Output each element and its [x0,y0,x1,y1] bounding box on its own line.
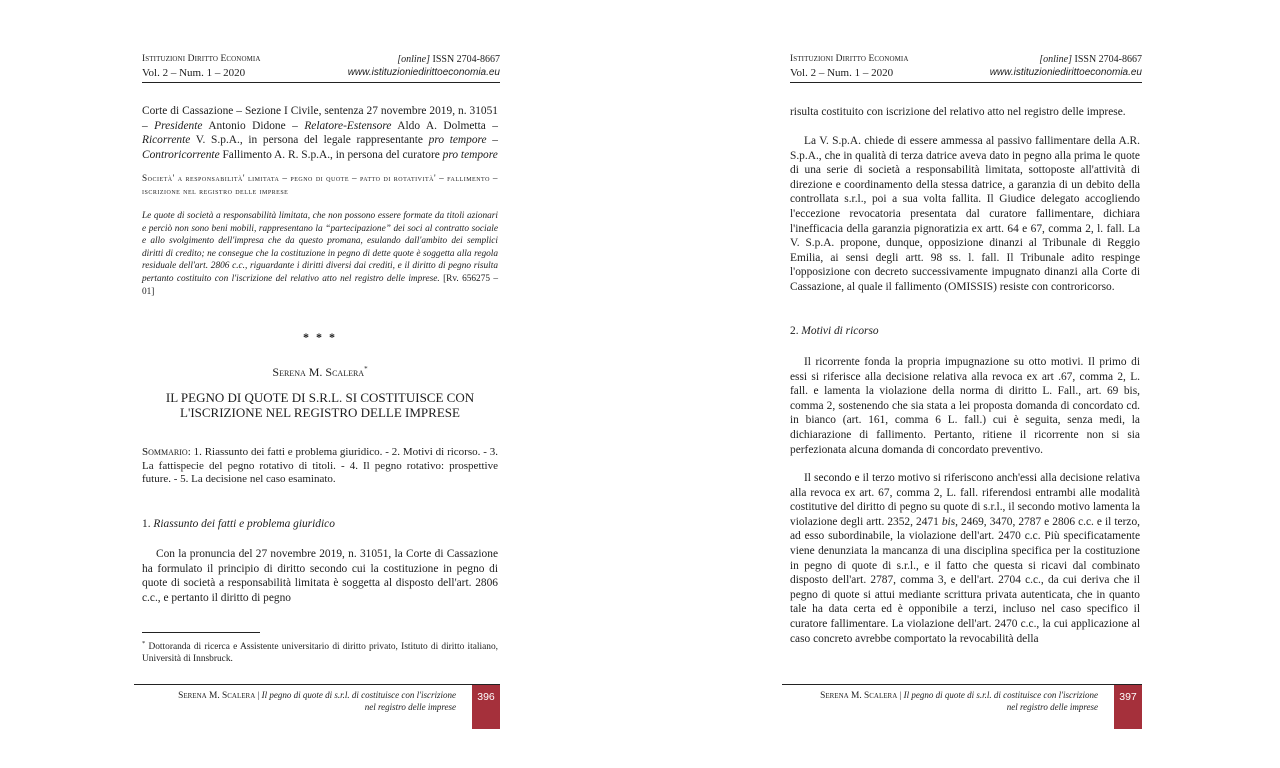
page-number: 397 [1114,685,1142,729]
page-footer [134,684,500,729]
page-header [790,52,1142,83]
article-summary: Sommario: 1. Riassunto dei fatti e problema giuridico. - 2. Motivi di ricorso. - 3. La fattispecie del pegno rotativo di titoli. - 4. Il pegno rotativo: prospettive future. - 5. La decisione nel caso esaminato. [142,446,498,485]
volume-info: Vol. 2 – Num. 1 – 2020 [790,67,894,79]
issn-info: [online] ISSN 2704-8667 [397,54,500,65]
body-paragraph: Con la pronuncia del 27 novembre 2019, n. 31051, la Corte di Cassazione ha formulato il principio di diritto secondo cui la costituzione in pegno di quote di società a responsabilità limitata è soggetta al disposto dell'art. 2806 c.c., e pertanto il diritto di pegno [142,548,498,604]
footer-running-title: Serena M. Scalera | Il pegno di quote di s.r.l. di costituisce con l'iscrizione nel registro delle imprese [178,690,456,712]
left-page [134,0,500,768]
footnote-divider [142,632,260,633]
right-page [782,0,1142,768]
footnote: * Dottoranda di ricerca e Assistente universitario di diritto privato, Istituto di diritto italiano, Università di Innsbruck. [142,640,498,665]
keywords: Società' a responsabilità' limitata – pegno di quote – patto di rotatività' – fallimento – iscrizione nel registro delle imprese [142,173,498,196]
journal-website[interactable]: www.istituzioniedirittoeconomia.eu [347,67,500,78]
article-author: Serena M. Scalera* [272,365,368,379]
body-paragraph: Il secondo e il terzo motivo si riferiscono anch'essi alla decisione relativa alla revoca ex art. 67, comma 2, L. fall. riferendosi entrambi alle modalità costitutive del diritto di pegno su quote di s.r.l., il secondo motivo lamenta la violazione degli artt. 2352, 2471 bis, 2469, 3470, 2787 e 2806 c.c. e il terzo, ad esso subordinabile, la violazione dell'art. 2470 c.c. Più specificatamente viene denunziata la mancanza di una disciplina specifica per la costituzione in pegno di quote di s.r.l., e il fatto che questa si ricavi dal combinato disposto dell'art. 2787, comma 3, e dell'art. 2704 c.c., da cui deriva che il pegno di quote si attui mediante scrittura privata autenticata, che in quanto tale ha data certa ed è opponibile a terzi, incluso nel caso specifico il curatore fallimentare. La violazione dell'art. 2470 c.c., la cui applicazione al caso concreto avrebbe comportato la revocabilità della [790,472,1140,645]
section-heading-2: 2. Motivi di ricorso [790,325,879,337]
body-paragraph: La V. S.p.A. chiede di essere ammessa al passivo fallimentare della A.R. S.p.A., che in qualità di terza datrice aveva dato in pegno alla prima le quote di una serie di società a responsabilità limitata, sottoposte all'attività di direzione e coordinamento della stessa datrice, a garanzia di un debito della controllata s.r.l., poi a sua volta fallita. Il Giudice delegato accogliendo l'eccezione revocatoria presentata dal curatore fallimentare, dichiara l'inefficacia della garanzia pignoratizia ex artt. 64 e 67, comma 2, l. fall. La V. S.p.A. propone, dunque, opposizione dinanzi al Tribunale di Reggio Emilia, ai sensi degli artt. 98 ss. l. fall. Il Tribunale adito respinge l'opposizione con decreto successivamente impugnato dinanzi alla Corte di Cassazione, al quale il fallimento (OMISSIS) resiste con controricorso. [790,135,1140,293]
journal-name: Istituzioni Diritto Economia [790,54,909,64]
case-citation: Corte di Cassazione – Sezione I Civile, sentenza 27 novembre 2019, n. 31051 – Presidente Antonio Didone – Relatore-Estensore Aldo A. Dolmetta – Ricorrente V. S.p.A., in persona del legale rappresentante pro tempore – Controricorrente Fallimento A. R. S.p.A., in persona del curatore pro tempore [142,105,499,161]
body-paragraph: Il ricorrente fonda la propria impugnazione su otto motivi. Il primo di essi si riferisce alla decisione relativa alla revoca ex art .67, comma 2, L. fall. e lamenta la violazione della norma di diritto L. Fall., art. 69 bis, comma 2, sostenendo che sia stata a lei proposta domanda di concordato cd. in bianco (art. 161, comma 6 L. fall.) cui è seguita, senza medi, la dichiarazione di fallimento. Pertanto, ritiene il ricorrente non si sia perfezionata alcuna domanda di concordato preventivo. [790,356,1140,456]
section-separator: * * * [303,330,337,344]
body-paragraph-continued: risulta costituito con iscrizione del relativo atto nel registro delle imprese. [790,106,1126,118]
journal-name: Istituzioni Diritto Economia [142,54,261,64]
page-number: 396 [472,685,500,729]
article-title: IL PEGNO DI QUOTE DI S.R.L. SI COSTITUISCE CON L'ISCRIZIONE NEL REGISTRO DELLE IMPRESE [165,390,475,421]
case-maxim: Le quote di società a responsabilità limitata, che non possono essere formate da titoli azionari e perciò non sono beni mobili, rappresentano la “partecipazione” dei soci al contratto sociale e allo svolgimento dell'impresa che da questo promana, esulando dall'ambito dei semplici diritti di credito; ne consegue che la costituzione in pegno di dette quote è soggetta alla regola residuale dell'art. 2806 c.c., riguardante i diritti diversi dai crediti, e il diritto di pegno risulta pertanto costituito con l'iscrizione del relativo atto nel registro delle imprese. [Rv. 656275 – 01] [142,211,498,297]
volume-info: Vol. 2 – Num. 1 – 2020 [142,67,246,79]
section-heading-1: 1. Riassunto dei fatti e problema giuridico [142,518,335,530]
journal-website[interactable]: www.istituzioniedirittoeconomia.eu [989,67,1142,78]
page-footer [782,684,1142,729]
page-header [142,52,500,83]
issn-info: [online] ISSN 2704-8667 [1039,54,1142,65]
footer-running-title: Serena M. Scalera | Il pegno di quote di s.r.l. di costituisce con l'iscrizione nel registro delle imprese [820,690,1098,712]
